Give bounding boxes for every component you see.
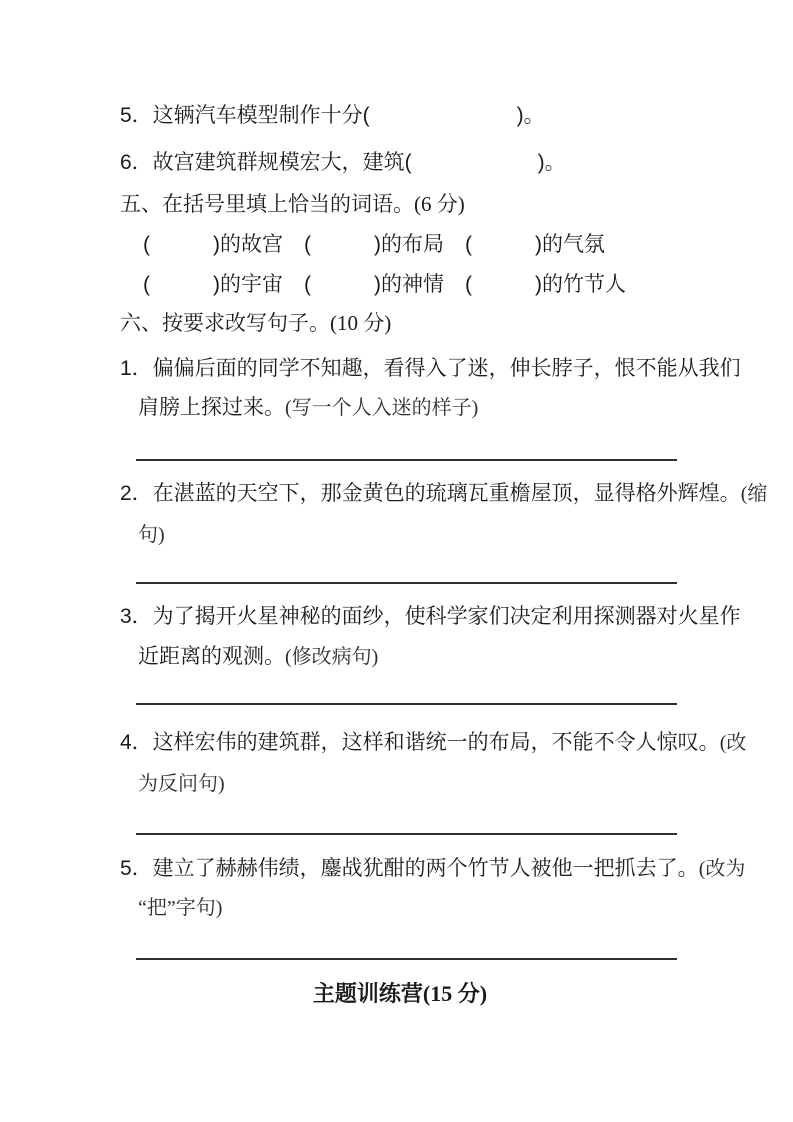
fill-blank-row-1-text: ( )的故宫 ( )的布局 ( )的气氛 xyxy=(143,233,605,256)
rewrite-q1-note: (写一个人入迷的样子) xyxy=(285,397,479,419)
fill-item-5 xyxy=(120,104,545,128)
rewrite-q1-line1 xyxy=(120,357,741,381)
footer-section-heading xyxy=(120,977,680,1008)
rewrite-q5-line1 xyxy=(120,857,745,881)
fill-item-6 xyxy=(120,151,566,175)
fill-blank-row-1 xyxy=(143,233,605,257)
rewrite-q2-line1-text: 2．在湛蓝的天空下，那金黄色的琉璃瓦重檐屋顶，显得格外辉煌。 xyxy=(120,482,741,505)
answer-line-3 xyxy=(136,703,677,705)
answer-line-2 xyxy=(136,582,677,584)
rewrite-q5-note-start: (改为 xyxy=(698,858,746,880)
section-five-score: (6 分) xyxy=(414,192,465,216)
rewrite-q2-note-start: (缩 xyxy=(740,483,768,505)
rewrite-q4-line1-text: 4．这样宏伟的建筑群，这样和谐统一的布局，不能不令人惊叹。 xyxy=(120,731,720,754)
fill-item-5-text: 5．这辆汽车模型制作十分( )。 xyxy=(120,104,545,127)
rewrite-q5-note-end: “把”字句) xyxy=(138,897,223,919)
rewrite-q3-line1-text: 3．为了揭开火星神秘的面纱，使科学家们决定利用探测器对火星作 xyxy=(120,605,741,628)
section-six-heading xyxy=(120,311,391,336)
answer-line-5 xyxy=(136,958,677,960)
rewrite-q2-line1 xyxy=(120,482,767,506)
rewrite-q1-line2-text: 肩膀上探过来。 xyxy=(138,396,285,419)
rewrite-q1-line2 xyxy=(138,396,478,420)
rewrite-q3-line2 xyxy=(138,645,378,669)
fill-blank-row-2 xyxy=(143,273,626,297)
rewrite-q4-note-end: 为反问句) xyxy=(138,773,225,795)
fill-blank-row-2-text: ( )的宇宙 ( )的神情 ( )的竹节人 xyxy=(143,273,626,296)
rewrite-q3-line2-text: 近距离的观测。 xyxy=(138,645,285,668)
section-five-heading xyxy=(120,192,465,217)
rewrite-q5-line1-text: 5．建立了赫赫伟绩，鏖战犹酣的两个竹节人被他一把抓去了。 xyxy=(120,857,699,880)
rewrite-q2-line2 xyxy=(138,523,165,547)
section-five-title: 五、在括号里填上恰当的词语。 xyxy=(120,193,414,216)
rewrite-q4-line1 xyxy=(120,731,746,755)
section-six-score: (10 分) xyxy=(330,311,392,335)
answer-line-1 xyxy=(136,459,677,461)
rewrite-q1-line1-text: 1．偏偏后面的同学不知趣，看得入了迷，伸长脖子，恨不能从我们 xyxy=(120,357,741,380)
rewrite-q5-line2 xyxy=(138,896,222,920)
footer-section-title: 主题训练营 xyxy=(312,981,423,1006)
answer-line-4 xyxy=(136,833,677,835)
rewrite-q3-line1 xyxy=(120,605,741,629)
footer-section-score: (15 分) xyxy=(422,981,488,1006)
section-six-title: 六、按要求改写句子。 xyxy=(120,312,330,335)
rewrite-q4-note-start: (改 xyxy=(719,732,747,754)
fill-item-6-text: 6．故宫建筑群规模宏大，建筑( )。 xyxy=(120,151,566,174)
rewrite-q2-note-end: 句) xyxy=(138,524,165,546)
rewrite-q4-line2 xyxy=(138,772,225,796)
rewrite-q3-note: (修改病句) xyxy=(285,646,379,668)
